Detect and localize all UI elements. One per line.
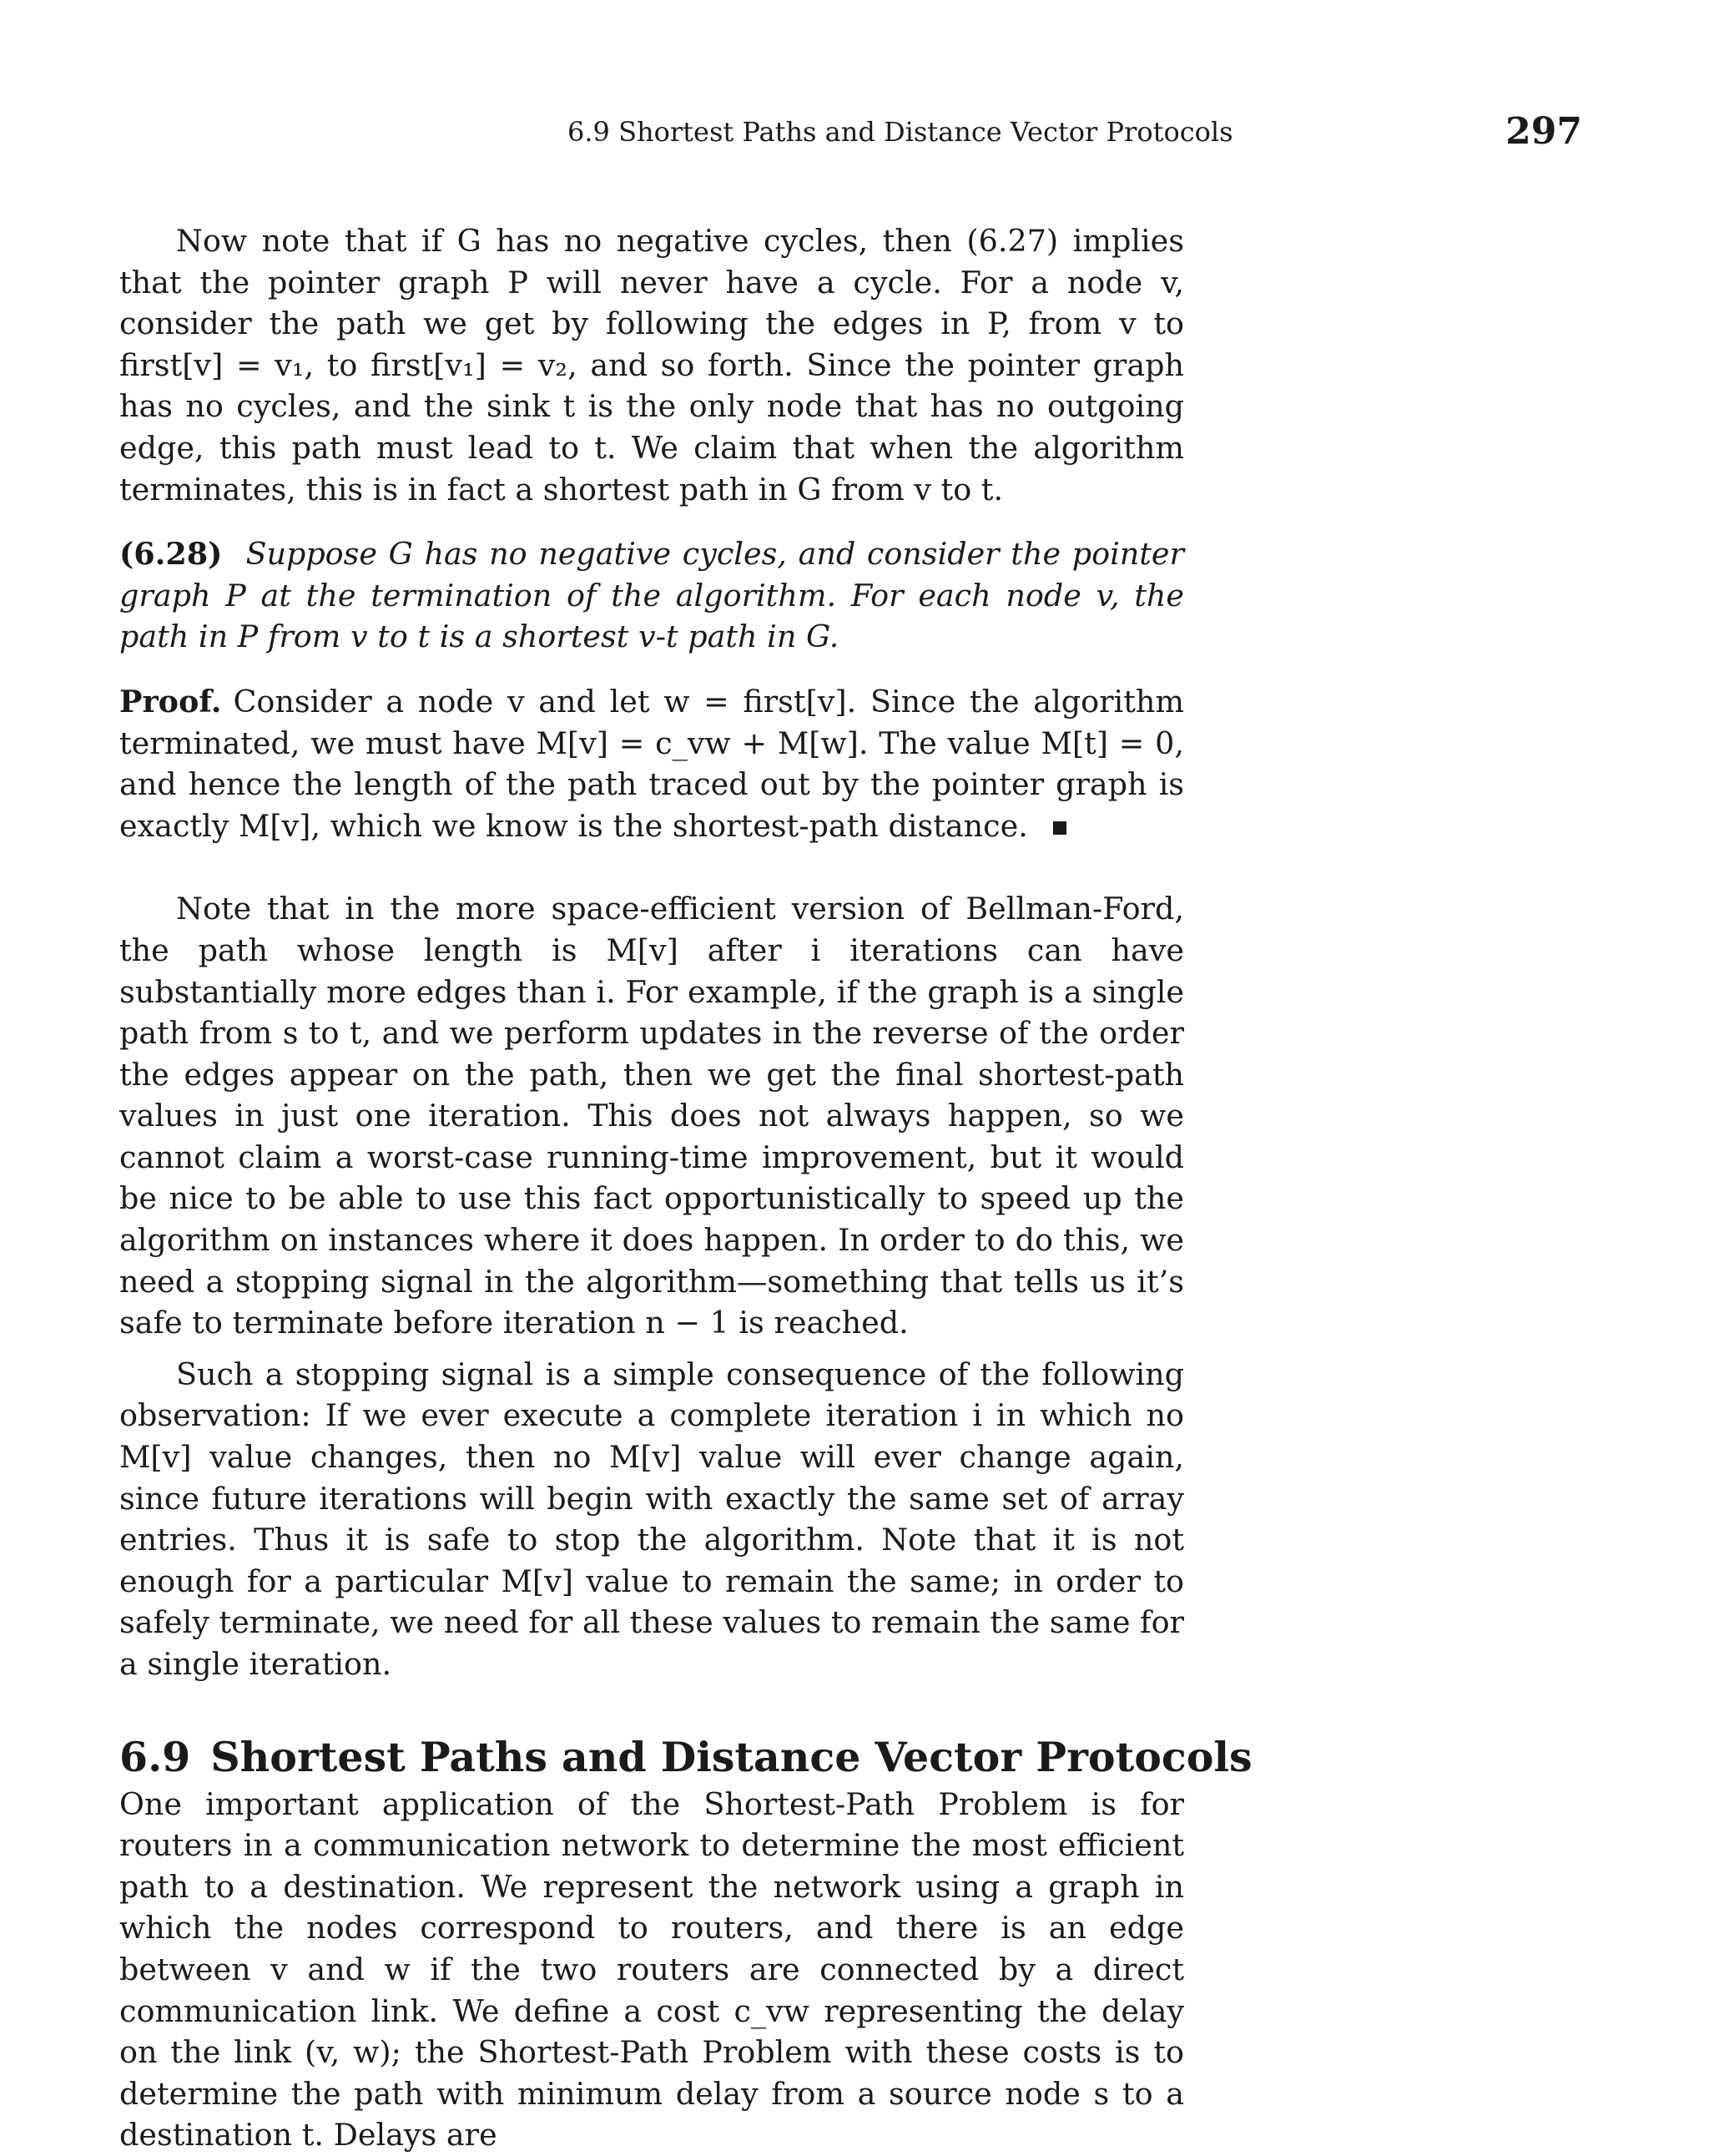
section-title: Shortest Paths and Distance Vector Protocols [210, 1732, 1253, 1781]
paragraph-pointer-graph: Now note that if G has no negative cycles, then (6.27) implies that the pointer graph P will never have a cycle. For a node v, consider the path we get by following the edges in P, from v to first[v] = v₁, to first[v₁] = v₂, and so forth. Since the pointer graph has no cycles, and the sink t is the only node that has no outgoing edge, this path must lead to t. We claim that when the algorithm terminates, this is in fact a shortest path in G from v to t. [119, 223, 1184, 507]
page-number: 297 [1505, 110, 1582, 153]
section-number: 6.9 [119, 1732, 191, 1781]
proof-label: Proof. [119, 683, 222, 720]
proof-block [119, 681, 1184, 846]
claim-text: Suppose G has no negative cycles, and consider the pointer graph P at the termination of the algorithm. For each node v, the path in P from v to t is a shortest v-t path in G. [119, 536, 1184, 655]
proof-text: Consider a node v and let w = first[v]. Since the algorithm terminated, we must have M[v] = c_vw + M[w]. The value M[t] = 0, and hence the length of the path traced out by the pointer graph is exactly M[v], which we know is the shortest-path distance. [119, 683, 1184, 844]
running-head: 6.9 Shortest Paths and Distance Vector Protocols [567, 116, 1233, 148]
qed-square-icon [1053, 821, 1066, 835]
claim-6-28 [119, 533, 1184, 658]
page-body [119, 220, 1253, 2156]
section-heading [119, 1730, 1253, 1784]
paragraph-stopping-signal: Such a stopping signal is a simple consequence of the following observation: If we ever execute a complete iteration i in which no M[v] value changes, then no M[v] value will ever change again, since future iterations will begin with exactly the same set of array entries. Thus it is safe to stop the algorithm. Note that it is not enough for a particular M[v] value to remain the same; in order to safely terminate, we need for all these values to remain the same for a single iteration. [119, 1356, 1184, 1682]
claim-number: (6.28) [119, 536, 223, 573]
paragraph-routers: One important application of the Shortest-Path Problem is for routers in a communication network to determine the most efficient path to a destination. We represent the network using a graph in which the nodes correspond to routers, and there is an edge between v and w if the two routers are connected by a direct communication link. We define a cost c_vw representing the delay on the link (v, w); the Shortest-Path Problem with these costs is to determine the path with minimum delay from a source node s to a destination t. Delays are [119, 1785, 1184, 2153]
paragraph-space-efficient: Note that in the more space-efficient version of Bellman-Ford, the path whose length is M[v] after i iterations can have substantially more edges than i. For example, if the graph is a single path from s to t, and we perform updates in the reverse of the order the edges appear on the path, then we get the final shortest-path values in just one iteration. This does not always happen, so we cannot claim a worst-case running-time improvement, but it would be nice to be able to use this fact opportunistically to speed up the algorithm on instances where it does happen. In order to do this, we need a stopping signal in the algorithm—something that tells us it’s safe to terminate before iteration n − 1 is reached. [119, 891, 1184, 1341]
